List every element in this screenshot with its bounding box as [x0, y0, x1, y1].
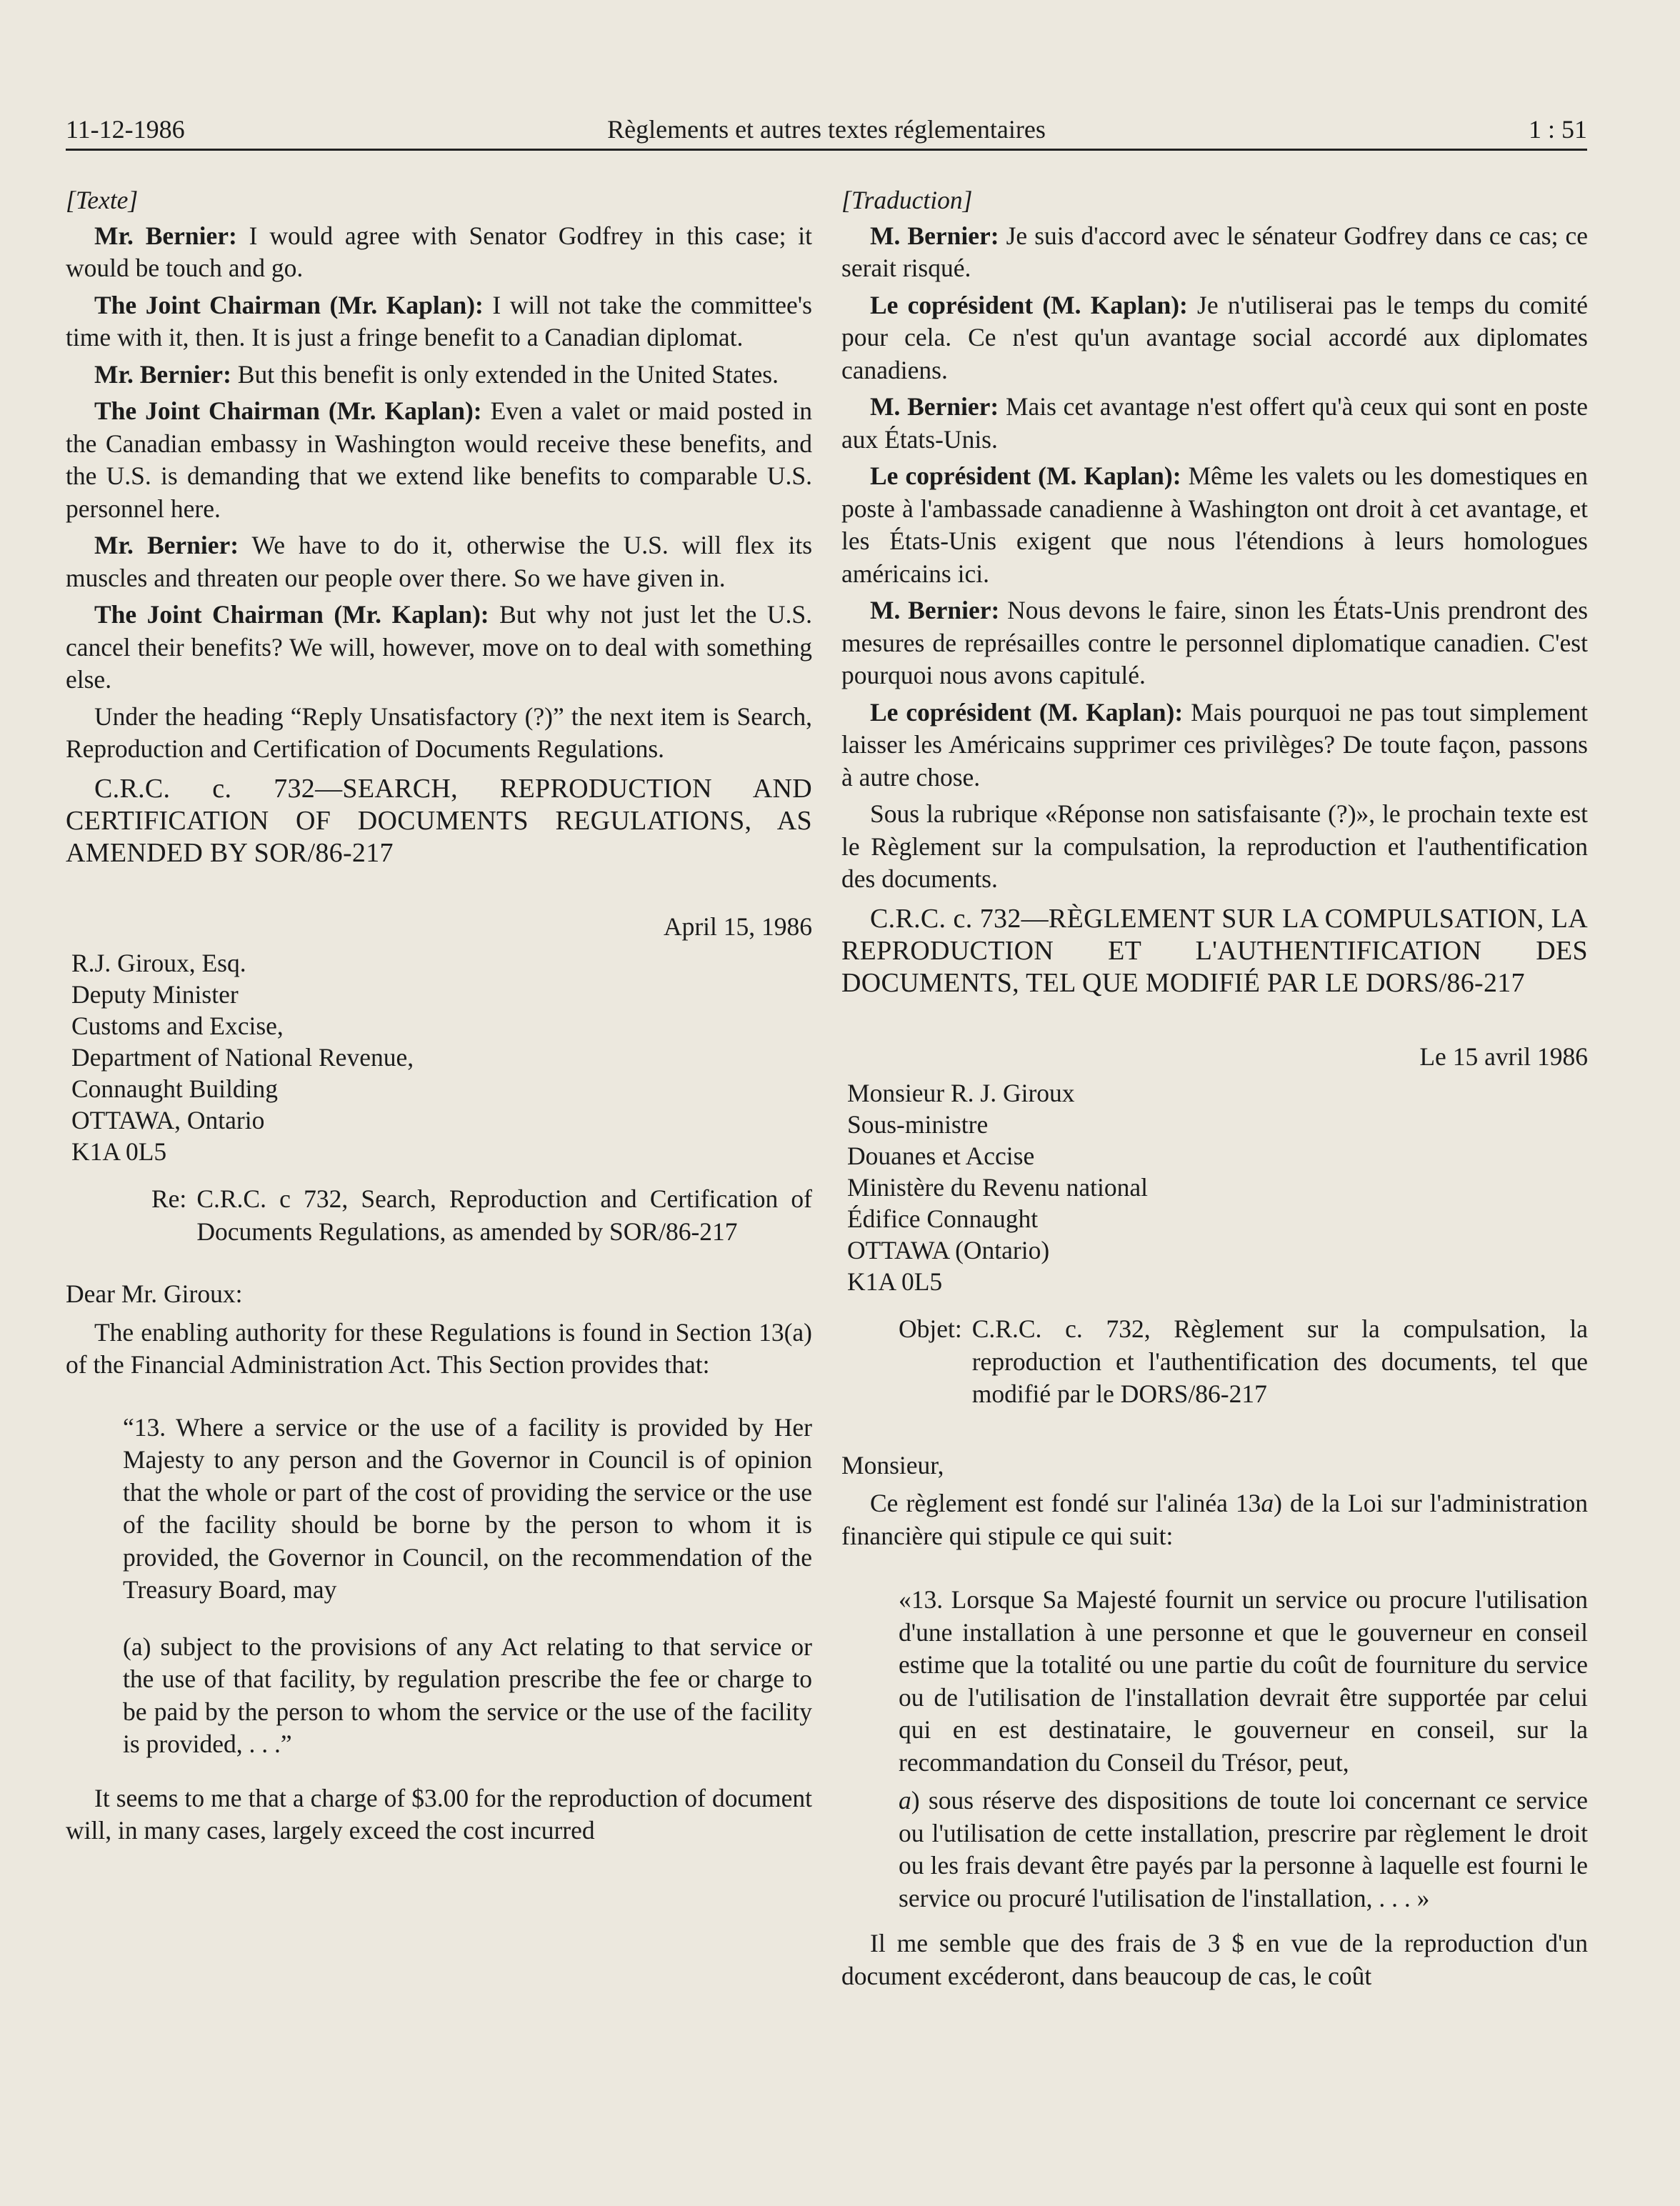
quote-paragraph: “13. Where a service or the use of a facility is provided by Her Majesty to any person and the Governor in Council is of opinion that the whole or part of the cost of providing the service or the use of the facility should be borne by the person to whom it is provided, the Governor in Council, on the recommendation of the Treasury Board, may: [123, 1412, 812, 1604]
recipient-address: [71, 947, 812, 1167]
speaker-name: M. Bernier:: [870, 392, 999, 421]
subject-line: [899, 1313, 1588, 1411]
body-paragraph: Under the heading “Reply Unsatisfactory (?)” the next item is Search, Reproduction and Certification of Documents Regulations.: [66, 702, 812, 763]
salutation: Dear Mr. Giroux:: [66, 1279, 243, 1308]
speech-text: We have to do it, otherwise the U.S. will flex its muscles and threaten our people over there. So we have given in.: [66, 531, 813, 592]
recipient-address: [847, 1077, 1588, 1297]
quote-text: ) sous réserve des dispositions de toute loi concernant ce service ou l'utilisation de cette installation, prescrire par règlement le droit ou les frais devant être payés par la personne à laquelle est fourni le service ou procuré l'utilisation de l'installation, . . . »: [899, 1786, 1588, 1912]
subject-label: Re:: [151, 1184, 187, 1213]
section-heading: C.R.C. c. 732—SEARCH, REPRODUCTION AND CERTIFICATION OF DOCUMENTS REGULATIONS, AS AMENDED BY SOR/86-217: [66, 773, 812, 868]
body-paragraph: It seems to me that a charge of $3.00 for the reproduction of document will, in many cases, largely exceed the cost incurred: [66, 1783, 812, 1845]
speech-paragraph: [841, 220, 1588, 285]
speaker-name: M. Bernier:: [870, 596, 1000, 624]
body-paragraph: Sous la rubrique «Réponse non satisfaisante (?)», le prochain texte est le Règlement sur la compulsation, la reproduction et l'authentification des documents.: [841, 799, 1588, 893]
address-line: OTTAWA (Ontario): [847, 1236, 1050, 1264]
address-line: Édifice Connaught: [847, 1204, 1039, 1233]
address-line: Department of National Revenue,: [71, 1043, 414, 1072]
speech-text: Je n'utiliserai pas le temps du comité pour cela. Ce n'est qu'un avantage social accordé aux diplomates canadiens.: [841, 290, 1588, 384]
speech-paragraph: [66, 220, 812, 285]
address-line: Douanes et Accise: [847, 1142, 1035, 1170]
speech-paragraph: [841, 289, 1588, 387]
speech-text: But why not just let the U.S. cancel their benefits? We will, however, move on to deal with something else.: [66, 600, 812, 694]
speech-paragraph: [66, 395, 812, 525]
speech-paragraph: [66, 599, 812, 697]
address-line: K1A 0L5: [71, 1137, 167, 1166]
body-text: ) de la Loi sur l'administration financière qui stipule ce qui suit:: [841, 1489, 1588, 1550]
page-number: 1 : 51: [1528, 115, 1587, 144]
body-text: Ce règlement est fondé sur l'alinéa 13: [870, 1489, 1261, 1517]
speech-paragraph: [841, 697, 1588, 794]
subject-line: [151, 1183, 812, 1248]
speech-paragraph: [66, 289, 812, 354]
speaker-name: The Joint Chairman (Mr. Kaplan):: [94, 290, 484, 319]
body-paragraph: Il me semble que des frais de 3 $ en vue de la reproduction d'un document excéderont, dans beaucoup de cas, le coût: [841, 1929, 1588, 1990]
speaker-name: The Joint Chairman (Mr. Kaplan):: [94, 396, 482, 425]
quote-subparagraph: [899, 1785, 1588, 1915]
paragraph-letter: a: [1261, 1489, 1274, 1517]
speech-text: Even a valet or maid posted in the Canadian embassy in Washington would receive these benefits, and the U.S. is demanding that we extend like benefits to comparable U.S. personnel here.: [66, 396, 813, 523]
language-marker: [Traduction]: [841, 186, 973, 214]
quote-paragraph: «13. Lorsque Sa Majesté fournit un service ou procure l'utilisation d'une installation à une personne et que le gouverneur en conseil estime que la totalité ou une partie du coût de fourniture du service ou de l'utilisation de l'installation devrait être supportée par celui qui en est destinataire, le gouverneur en conseil, sur la recommandation du Conseil du Trésor, peut,: [899, 1585, 1588, 1777]
body-paragraph: [841, 1487, 1588, 1552]
address-line: Monsieur R. J. Giroux: [847, 1079, 1075, 1107]
address-line: OTTAWA, Ontario: [71, 1106, 265, 1134]
letter-date: Le 15 avril 1986: [1419, 1042, 1588, 1071]
speech-paragraph: [841, 594, 1588, 692]
address-line: Deputy Minister: [71, 980, 239, 1009]
speech-text: Même les valets ou les domestiques en poste à l'ambassade canadienne à Washington ont droit à cet avantage, et les États-Unis exigent que nous l'étendions à leurs homologues américains ici.: [841, 461, 1588, 588]
running-header: [66, 107, 1587, 151]
body-paragraph: The enabling authority for these Regulations is found in Section 13(a) of the Financial Administration Act. This Section provides that:: [66, 1317, 812, 1379]
statute-quote: [899, 1584, 1588, 1915]
speech-text: Nous devons le faire, sinon les États-Unis prendront des mesures de représailles contre le personnel diplomatique canadien. C'est pourquoi nous avons capitulé.: [841, 596, 1589, 689]
speech-paragraph: [841, 391, 1588, 456]
speaker-name: The Joint Chairman (Mr. Kaplan):: [94, 600, 489, 629]
speech-text: Je suis d'accord avec le sénateur Godfrey dans ce cas; ce serait risqué.: [841, 221, 1589, 282]
speech-text: Mais cet avantage n'est offert qu'à ceux qui sont en poste aux États-Unis.: [841, 392, 1588, 454]
paragraph-letter: a: [899, 1786, 911, 1815]
speech-text: I would agree with Senator Godfrey in this case; it would be touch and go.: [66, 221, 812, 282]
speaker-name: Le coprésident (M. Kaplan):: [870, 290, 1188, 319]
speaker-name: M. Bernier:: [870, 221, 999, 250]
subject-text: C.R.C. c 732, Search, Reproduction and Certification of Documents Regulations, as amended by SOR/86-217: [196, 1184, 812, 1246]
speech-text: But this benefit is only extended in the United States.: [231, 359, 779, 389]
header-title: Règlements et autres textes réglementaires: [607, 115, 1046, 144]
speaker-name: Mr. Bernier:: [94, 359, 231, 389]
section-heading: C.R.C. c. 732—RÈGLEMENT SUR LA COMPULSATION, LA REPRODUCTION ET L'AUTHENTIFICATION DES DOCUMENTS, TEL QUE MODIFIÉ PAR LE DORS/86-217: [841, 903, 1588, 998]
address-line: R.J. Giroux, Esq.: [71, 949, 246, 977]
speech-paragraph: [66, 529, 812, 594]
english-column: [66, 184, 812, 1852]
speech-text: I will not take the committee's time with it, then. It is just a fringe benefit to a Canadian diplomat.: [66, 290, 812, 351]
address-line: Connaught Building: [71, 1074, 278, 1103]
quote-subparagraph: (a) subject to the provisions of any Act relating to that service or the use of that facility, by regulation prescribe the fee or charge to be paid by the person to whom the service or the use of the facility is provided, . . .”: [123, 1632, 812, 1758]
language-marker: [Texte]: [66, 186, 139, 214]
address-line: Ministère du Revenu national: [847, 1173, 1148, 1202]
salutation: Monsieur,: [841, 1450, 944, 1479]
speaker-name: Le coprésident (M. Kaplan):: [870, 461, 1181, 490]
address-line: Customs and Excise,: [71, 1012, 284, 1040]
address-line: Sous-ministre: [847, 1110, 989, 1139]
speech-text: Mais pourquoi ne pas tout simplement laisser les Américains supprimer ces privilèges? De toute façon, passons à autre chose.: [841, 697, 1588, 792]
address-line: K1A 0L5: [847, 1267, 943, 1296]
speaker-name: Le coprésident (M. Kaplan):: [870, 697, 1184, 727]
speaker-name: Mr. Bernier:: [94, 221, 237, 250]
letter-date: April 15, 1986: [663, 912, 812, 941]
subject-text: C.R.C. c. 732, Règlement sur la compulsation, la reproduction et l'authentification des documents, tel que modifié par le DORS/86-217: [971, 1314, 1588, 1408]
speech-paragraph: [841, 460, 1588, 590]
statute-quote: [123, 1412, 812, 1761]
subject-label: Objet:: [899, 1314, 962, 1343]
header-date: 11-12-1986: [66, 115, 185, 144]
french-column: [841, 184, 1588, 1997]
speaker-name: Mr. Bernier:: [94, 531, 239, 559]
speech-paragraph: [66, 359, 812, 391]
